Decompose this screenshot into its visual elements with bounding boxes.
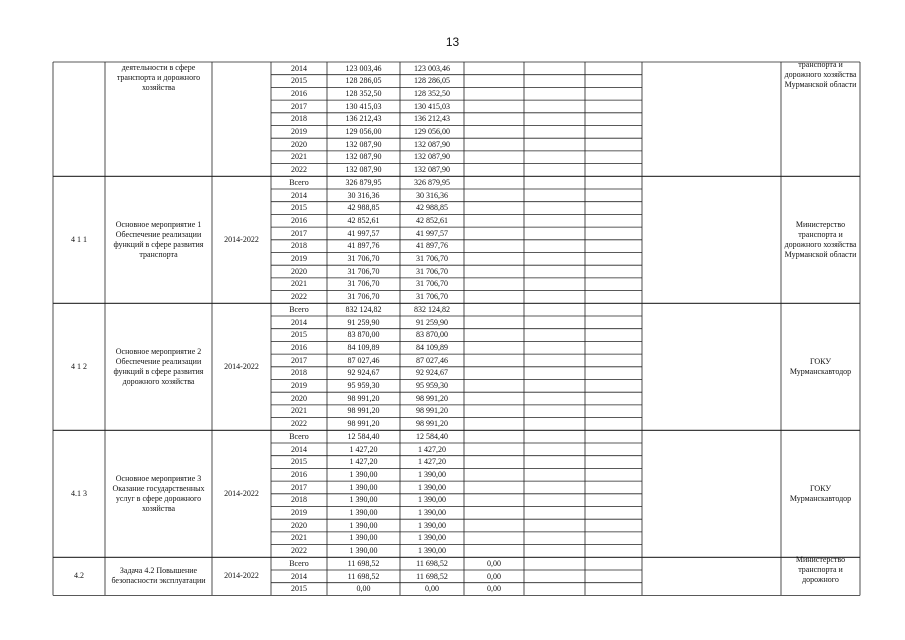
total-value-cell: 1 390,00 (349, 520, 378, 530)
total-value-cell: 832 124,82 (345, 304, 382, 314)
year-cell: 2020 (291, 393, 307, 403)
total-value-cell: 1 390,00 (349, 533, 378, 543)
regional-value-cell: 98 991,20 (416, 393, 448, 403)
extra-value-cell: 0,00 (487, 584, 501, 594)
total-value-cell: 30 316,36 (347, 190, 380, 200)
year-cell: 2014 (291, 571, 307, 581)
total-value-cell: 42 852,61 (347, 215, 380, 225)
total-value-cell: 1 427,20 (349, 457, 378, 467)
year-cell: 2017 (291, 482, 307, 492)
section-number-cell: 4 1 1 (71, 234, 87, 244)
regional-value-cell: 128 352,50 (414, 88, 450, 98)
regional-value-cell: 132 087,90 (414, 139, 450, 149)
period-cell: 2014-2022 (224, 488, 259, 498)
extra-value-cell: 0,00 (487, 571, 501, 581)
regional-value-cell: 41 897,76 (416, 241, 448, 251)
year-cell: Всего (289, 431, 309, 441)
year-cell: 2015 (291, 584, 307, 594)
total-value-cell: 95 959,30 (347, 381, 380, 390)
year-cell: Всего (289, 304, 309, 314)
year-cell: 2015 (291, 457, 307, 467)
total-value-cell: 0,00 (356, 584, 371, 594)
regional-value-cell: 11 698,52 (416, 571, 448, 581)
year-cell: 2016 (291, 469, 307, 479)
year-cell: 2021 (291, 533, 307, 543)
total-value-cell: 98 991,20 (347, 393, 380, 403)
year-cell: 2019 (291, 508, 307, 517)
regional-value-cell: 1 390,00 (418, 469, 446, 479)
executor-cell: ГОКУ Мурманскавтодор (789, 483, 852, 503)
total-value-cell: 1 390,00 (349, 482, 378, 492)
total-value-cell: 1 390,00 (349, 508, 378, 517)
period-cell: 2014-2022 (224, 571, 259, 581)
year-cell: 2017 (291, 355, 307, 365)
total-value-cell: 1 390,00 (349, 495, 378, 505)
year-cell: 2019 (291, 254, 307, 263)
total-value-cell: 11 698,52 (347, 571, 380, 581)
total-value-cell: 128 286,05 (345, 76, 382, 86)
year-cell: 2017 (291, 101, 307, 111)
extra-value-cell: 0,00 (487, 558, 501, 568)
regional-value-cell: 1 390,00 (418, 495, 446, 505)
year-cell: 2017 (291, 228, 307, 238)
year-cell: 2016 (291, 342, 307, 352)
year-cell: 2022 (291, 546, 307, 556)
year-cell: 2015 (291, 76, 307, 86)
regional-value-cell: 136 212,43 (414, 114, 450, 124)
year-cell: 2020 (291, 139, 307, 149)
page-number: 13 (445, 35, 460, 49)
total-value-cell: 123 003,46 (345, 63, 382, 73)
total-value-cell: 132 087,90 (345, 152, 382, 162)
total-value-cell: 92 924,67 (347, 368, 380, 378)
regional-value-cell: 95 959,30 (416, 381, 448, 390)
regional-value-cell: 12 584,40 (416, 431, 448, 441)
regional-value-cell: 1 390,00 (418, 533, 446, 543)
section-number-cell: 4 1 2 (71, 361, 87, 371)
regional-value-cell: 30 316,36 (416, 190, 448, 200)
total-value-cell: 12 584,40 (347, 431, 380, 441)
total-value-cell: 31 706,70 (347, 279, 380, 289)
executor-cell: Министерство транспорта и дорожного (795, 555, 846, 585)
year-cell: 2019 (291, 381, 307, 390)
regional-value-cell: 31 706,70 (416, 266, 448, 276)
total-value-cell: 1 427,20 (349, 444, 378, 454)
year-cell: 2018 (291, 241, 307, 251)
executor-cell: ГОКУ Мурманскавтодор (789, 356, 852, 376)
year-cell: 2020 (291, 266, 307, 276)
regional-value-cell: 83 870,00 (416, 330, 448, 340)
total-value-cell: 128 352,50 (345, 88, 382, 98)
total-value-cell: 98 991,20 (347, 419, 380, 429)
regional-value-cell: 132 087,90 (414, 165, 450, 175)
executor-cell: Министерство транспорта и дорожного хозяйства Мурманской области (784, 219, 857, 259)
total-value-cell: 31 706,70 (347, 266, 380, 276)
regional-value-cell: 31 706,70 (416, 254, 448, 263)
year-cell: 2022 (291, 165, 307, 175)
regional-value-cell: 84 109,89 (416, 342, 448, 352)
total-value-cell: 31 706,70 (347, 254, 380, 263)
regional-value-cell: 1 427,20 (418, 457, 446, 467)
total-value-cell: 1 390,00 (349, 546, 378, 556)
total-value-cell: 132 087,90 (345, 165, 382, 175)
total-value-cell: 91 259,90 (347, 317, 380, 327)
year-cell: 2016 (291, 215, 307, 225)
regional-value-cell: 98 991,20 (416, 406, 448, 416)
regional-value-cell: 31 706,70 (416, 292, 448, 302)
regional-value-cell: 132 087,90 (414, 152, 450, 162)
description-cell: Основное мероприятие 1 Обеспечение реализации функций в сфере развития транспорта (113, 219, 204, 259)
year-cell: Всего (289, 177, 309, 187)
regional-value-cell: 42 852,61 (416, 215, 448, 225)
year-cell: 2014 (291, 317, 307, 327)
description-cell: Основное мероприятие 2 Обеспечение реализации функций в сфере развития дорожного хозяйства (113, 346, 204, 386)
year-cell: 2016 (291, 88, 307, 98)
regional-value-cell: 31 706,70 (416, 279, 448, 289)
year-cell: 2021 (291, 406, 307, 416)
regional-value-cell: 11 698,52 (416, 558, 448, 568)
year-cell: 2014 (291, 63, 307, 73)
regional-value-cell: 832 124,82 (414, 304, 450, 314)
total-value-cell: 326 879,95 (345, 177, 382, 187)
year-cell: 2021 (291, 152, 307, 162)
regional-value-cell: 326 879,95 (414, 177, 450, 187)
year-cell: 2015 (291, 203, 307, 213)
total-value-cell: 11 698,52 (347, 558, 380, 568)
total-value-cell: 98 991,20 (347, 406, 380, 416)
regional-value-cell: 1 390,00 (418, 508, 446, 517)
total-value-cell: 87 027,46 (347, 355, 380, 365)
regional-value-cell: 0,00 (425, 584, 439, 594)
regional-value-cell: 98 991,20 (416, 419, 448, 429)
total-value-cell: 41 997,57 (347, 228, 380, 238)
regional-value-cell: 128 286,05 (414, 76, 450, 86)
description-cell: Основное мероприятие 3 Оказание государственных услуг в сфере дорожного хозяйства (112, 473, 205, 513)
total-value-cell: 129 056,00 (345, 127, 382, 136)
period-cell: 2014-2022 (224, 361, 259, 371)
regional-value-cell: 41 997,57 (416, 228, 448, 238)
regional-value-cell: 123 003,46 (414, 63, 450, 73)
total-value-cell: 1 390,00 (349, 469, 378, 479)
description-cell: Задача 4.2 Повышение безопасности эксплуатации (111, 566, 206, 586)
total-value-cell: 132 087,90 (345, 139, 382, 149)
regional-value-cell: 92 924,67 (416, 368, 448, 378)
total-value-cell: 83 870,00 (347, 330, 380, 340)
year-cell: 2015 (291, 330, 307, 340)
year-cell: 2022 (291, 292, 307, 302)
regional-value-cell: 1 390,00 (418, 520, 446, 530)
year-cell: 2018 (291, 114, 307, 124)
year-cell: 2021 (291, 279, 307, 289)
regional-value-cell: 91 259,90 (416, 317, 448, 327)
section-number-cell: 4.2 (74, 571, 84, 581)
regional-value-cell: 130 415,03 (414, 101, 450, 111)
regional-value-cell: 42 988,85 (416, 203, 448, 213)
regional-value-cell: 1 390,00 (418, 482, 446, 492)
year-cell: 2019 (291, 127, 307, 136)
year-cell: 2018 (291, 495, 307, 505)
description-cell: деятельности в сфере транспорта и дорожного хозяйства (116, 63, 201, 92)
regional-value-cell: 129 056,00 (414, 127, 450, 136)
total-value-cell: 84 109,89 (347, 342, 380, 352)
year-cell: 2018 (291, 368, 307, 378)
year-cell: 2022 (291, 419, 307, 429)
total-value-cell: 42 988,85 (347, 203, 380, 213)
regional-value-cell: 1 390,00 (418, 546, 446, 556)
regional-value-cell: 87 027,46 (416, 355, 448, 365)
year-cell: 2014 (291, 190, 307, 200)
executor-cell: транспорта и дорожного хозяйства Мурманской области (784, 60, 857, 89)
period-cell: 2014-2022 (224, 234, 259, 244)
total-value-cell: 130 415,03 (345, 101, 382, 111)
year-cell: Всего (289, 558, 309, 568)
total-value-cell: 41 897,76 (347, 241, 380, 251)
year-cell: 2020 (291, 520, 307, 530)
total-value-cell: 31 706,70 (347, 292, 380, 302)
total-value-cell: 136 212,43 (345, 114, 382, 124)
section-number-cell: 4.1 3 (71, 488, 87, 498)
year-cell: 2014 (291, 444, 307, 454)
regional-value-cell: 1 427,20 (418, 444, 446, 454)
